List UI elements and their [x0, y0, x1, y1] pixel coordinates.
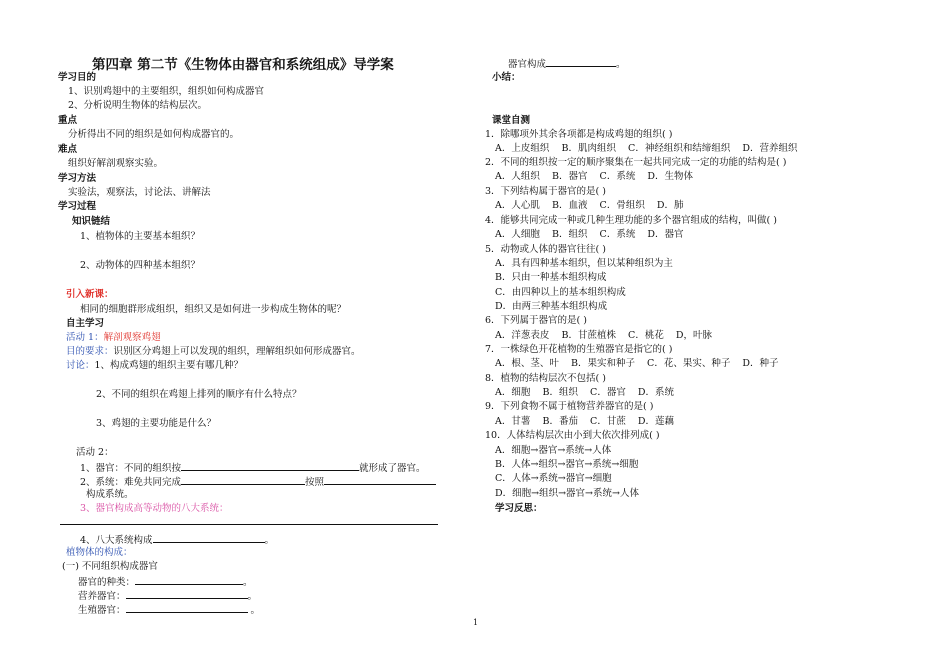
question-9: 9．下列食物不属于植物营养器官的是( ): [485, 401, 654, 412]
question-1-options: [495, 143, 798, 155]
difficulty-heading: 难点: [58, 144, 78, 155]
option-a[interactable]: A．人细胞: [495, 229, 540, 240]
question-8-options: [495, 387, 674, 399]
option-a[interactable]: A．人心肌: [495, 200, 540, 211]
method-text: 实验法，观察法，讨论法、讲解法: [68, 187, 211, 198]
activity-2-line-1: 1、器官：不同的组织按 就形成了器官。: [80, 463, 426, 474]
intro-text: 相同的细胞群形成组织，组织又是如何进一步构成生物体的呢？: [80, 304, 347, 315]
option-d[interactable]: D．莲藕: [637, 416, 675, 427]
discussion-line: [66, 360, 243, 372]
question-5: 5．动物或人体的器官往往( ): [485, 244, 606, 255]
intro-heading: 引入新课：: [66, 289, 114, 300]
option-d[interactable]: D．营养组织: [742, 143, 798, 154]
question-10-option-b[interactable]: B．人体→组织→器官→系统→细胞: [495, 459, 639, 470]
option-a[interactable]: A．细胞: [495, 387, 531, 398]
option-c[interactable]: C．骨组织: [599, 200, 645, 211]
difficulty-text: 组织好解剖观察实验。: [68, 158, 164, 169]
question-5-option-a[interactable]: A．具有四种基本组织，但以某种组织为主: [495, 258, 673, 269]
question-2-options: [495, 171, 693, 183]
option-b[interactable]: B．器官: [551, 171, 588, 182]
activity-1: [66, 332, 161, 344]
page-title: 第四章 第二节《生物体由器官和系统组成》导学案: [92, 57, 394, 73]
option-c[interactable]: C．器官: [590, 387, 626, 398]
option-c[interactable]: C．系统: [599, 171, 636, 182]
question-6-options: [495, 330, 712, 342]
blank-system-function[interactable]: [181, 475, 305, 485]
answer-line-systems[interactable]: [60, 524, 438, 525]
activity-1-name: 解剖观察鸡翅: [103, 332, 161, 343]
blank-vegetative-organ[interactable]: [126, 589, 248, 599]
method-heading: 学习方法: [58, 173, 97, 184]
summary-heading: 小结：: [492, 72, 521, 83]
option-d[interactable]: D．系统: [637, 387, 675, 398]
goal-2: 2、分析说明生物体的结构层次。: [68, 100, 208, 111]
question-7-options: [495, 358, 779, 370]
aim-text: 识别区分鸡翅上可以发现的组织，理解组织如何形成器官。: [113, 346, 361, 357]
link-question-2: 2、动物体的四种基本组织？: [80, 260, 201, 271]
discussion-q1: 1、构成鸡翅的组织主要有哪几种？: [94, 360, 244, 371]
blank-eight-systems[interactable]: [153, 533, 265, 543]
activity-2-line-3: 3、器官构成高等动物的八大系统：: [80, 503, 229, 514]
option-c[interactable]: C．系统: [599, 229, 636, 240]
blank-system-order[interactable]: [324, 475, 436, 485]
option-b[interactable]: B．肌肉组织: [561, 143, 616, 154]
option-d[interactable]: D．器官: [647, 229, 684, 240]
blank-organ-structure[interactable]: [546, 57, 616, 67]
option-c[interactable]: C．甘蔗: [590, 416, 626, 427]
option-a[interactable]: A．上皮组织: [495, 143, 550, 154]
question-1: 1．除哪项外其余各项都是构成鸡翅的组织( ): [485, 129, 673, 140]
activity-2-label: 活动 2：: [76, 447, 114, 458]
question-3-options: [495, 200, 684, 212]
reproductive-organ-line: 生殖器官： 。: [78, 605, 261, 616]
question-10-option-d[interactable]: D．细胞→组织→器官→系统→人体: [495, 488, 639, 499]
vegetative-organ-line: 营养器官： 。: [78, 591, 258, 602]
option-b[interactable]: B．果实和种子: [570, 358, 635, 369]
key-text: 分析得出不同的组织是如何构成器官的。: [68, 129, 240, 140]
option-b[interactable]: B．血液: [551, 200, 588, 211]
option-a[interactable]: A．甘薯: [495, 416, 531, 427]
activity-1-label: 活动 1：: [66, 332, 104, 343]
aim-label: 目的要求：: [66, 346, 114, 357]
aim-line: [66, 346, 361, 358]
question-3: 3．下列结构属于器官的是( ): [485, 186, 606, 197]
option-d[interactable]: D．种子: [742, 358, 779, 369]
question-8: 8．植物的结构层次不包括( ): [485, 373, 606, 384]
question-7: 7．一株绿色开花植物的生殖器官是指它的( ): [485, 344, 673, 355]
option-b[interactable]: B．甘蔗植株: [561, 330, 616, 341]
option-d[interactable]: D．生物体: [647, 171, 694, 182]
question-5-option-c[interactable]: C．由四种以上的基本组织构成: [495, 287, 626, 298]
process-heading: 学习过程: [58, 201, 97, 212]
right-top-line: 器官构成 。: [508, 59, 626, 70]
option-d[interactable]: D，叶脉: [675, 330, 713, 341]
question-9-options: [495, 416, 674, 428]
page-number: 1: [473, 618, 479, 627]
question-5-option-d[interactable]: D．由两三种基本组织构成: [495, 301, 608, 312]
question-4-options: [495, 229, 684, 241]
question-5-option-b[interactable]: B．只由一种基本组织构成: [495, 272, 607, 283]
blank-reproductive-organ[interactable]: [126, 603, 248, 613]
option-a[interactable]: A．洋葱表皮: [495, 330, 550, 341]
question-10: 10．人体结构层次由小到大依次排列成( ): [485, 430, 660, 441]
option-d[interactable]: D．肺: [656, 200, 684, 211]
option-a[interactable]: A．人组织: [495, 171, 540, 182]
question-6: 6．下列属于器官的是( ): [485, 315, 587, 326]
question-2: 2．不同的组织按一定的顺序聚集在一起共同完成一定的功能的结构是( ): [485, 157, 787, 168]
discussion-q2: 2、不同的组织在鸡翅上排列的顺序有什么特点？: [96, 389, 302, 400]
plant-structure-heading: 植物体的构成：: [66, 547, 133, 558]
option-b[interactable]: B．组织: [551, 229, 588, 240]
activity-2-line-2: 2、系统：难免共同完成 按照: [80, 475, 436, 489]
blank-organ-types[interactable]: [135, 575, 243, 585]
self-study-heading: 自主学习: [66, 318, 105, 329]
link-question-1: 1、植物体的主要基本组织？: [80, 231, 201, 242]
question-4: 4．能够共同完成一种或几种生理功能的多个器官组成的结构，叫做( ): [485, 215, 777, 226]
activity-2-line-4: 4、八大系统构成 。: [80, 535, 275, 546]
discussion-label: 讨论：: [66, 360, 95, 371]
goals-heading: 学习目的: [58, 72, 97, 83]
goal-1: 1、识别鸡翅中的主要组织，组织如何构成器官: [68, 86, 265, 97]
self-test-heading: 课堂自测: [492, 115, 531, 126]
plant-subheading: (一) 不同组织构成器官: [62, 561, 158, 572]
reflection-heading: 学习反思：: [495, 503, 543, 514]
organ-types-line: 器官的种类： 。: [78, 577, 253, 588]
discussion-q3: 3、鸡翅的主要功能是什么？: [96, 418, 217, 429]
option-c[interactable]: C．神经组织和结缔组织: [628, 143, 731, 154]
question-10-option-c[interactable]: C．人体→系统→器官→细胞: [495, 473, 612, 484]
question-10-option-a[interactable]: A．细胞→器官→系统→人体: [495, 445, 612, 456]
option-c[interactable]: C．桃花: [628, 330, 664, 341]
option-c[interactable]: C．花、果实、种子: [647, 358, 731, 369]
option-a[interactable]: A．根、茎、叶: [495, 358, 559, 369]
option-b[interactable]: B．组织: [542, 387, 578, 398]
activity-2-line-2b: 构成系统。: [86, 489, 134, 500]
knowledge-link-heading: 知识链结: [72, 216, 111, 227]
key-heading: 重点: [58, 115, 78, 126]
blank-organ[interactable]: [181, 461, 359, 471]
option-b[interactable]: B．番茄: [542, 416, 578, 427]
